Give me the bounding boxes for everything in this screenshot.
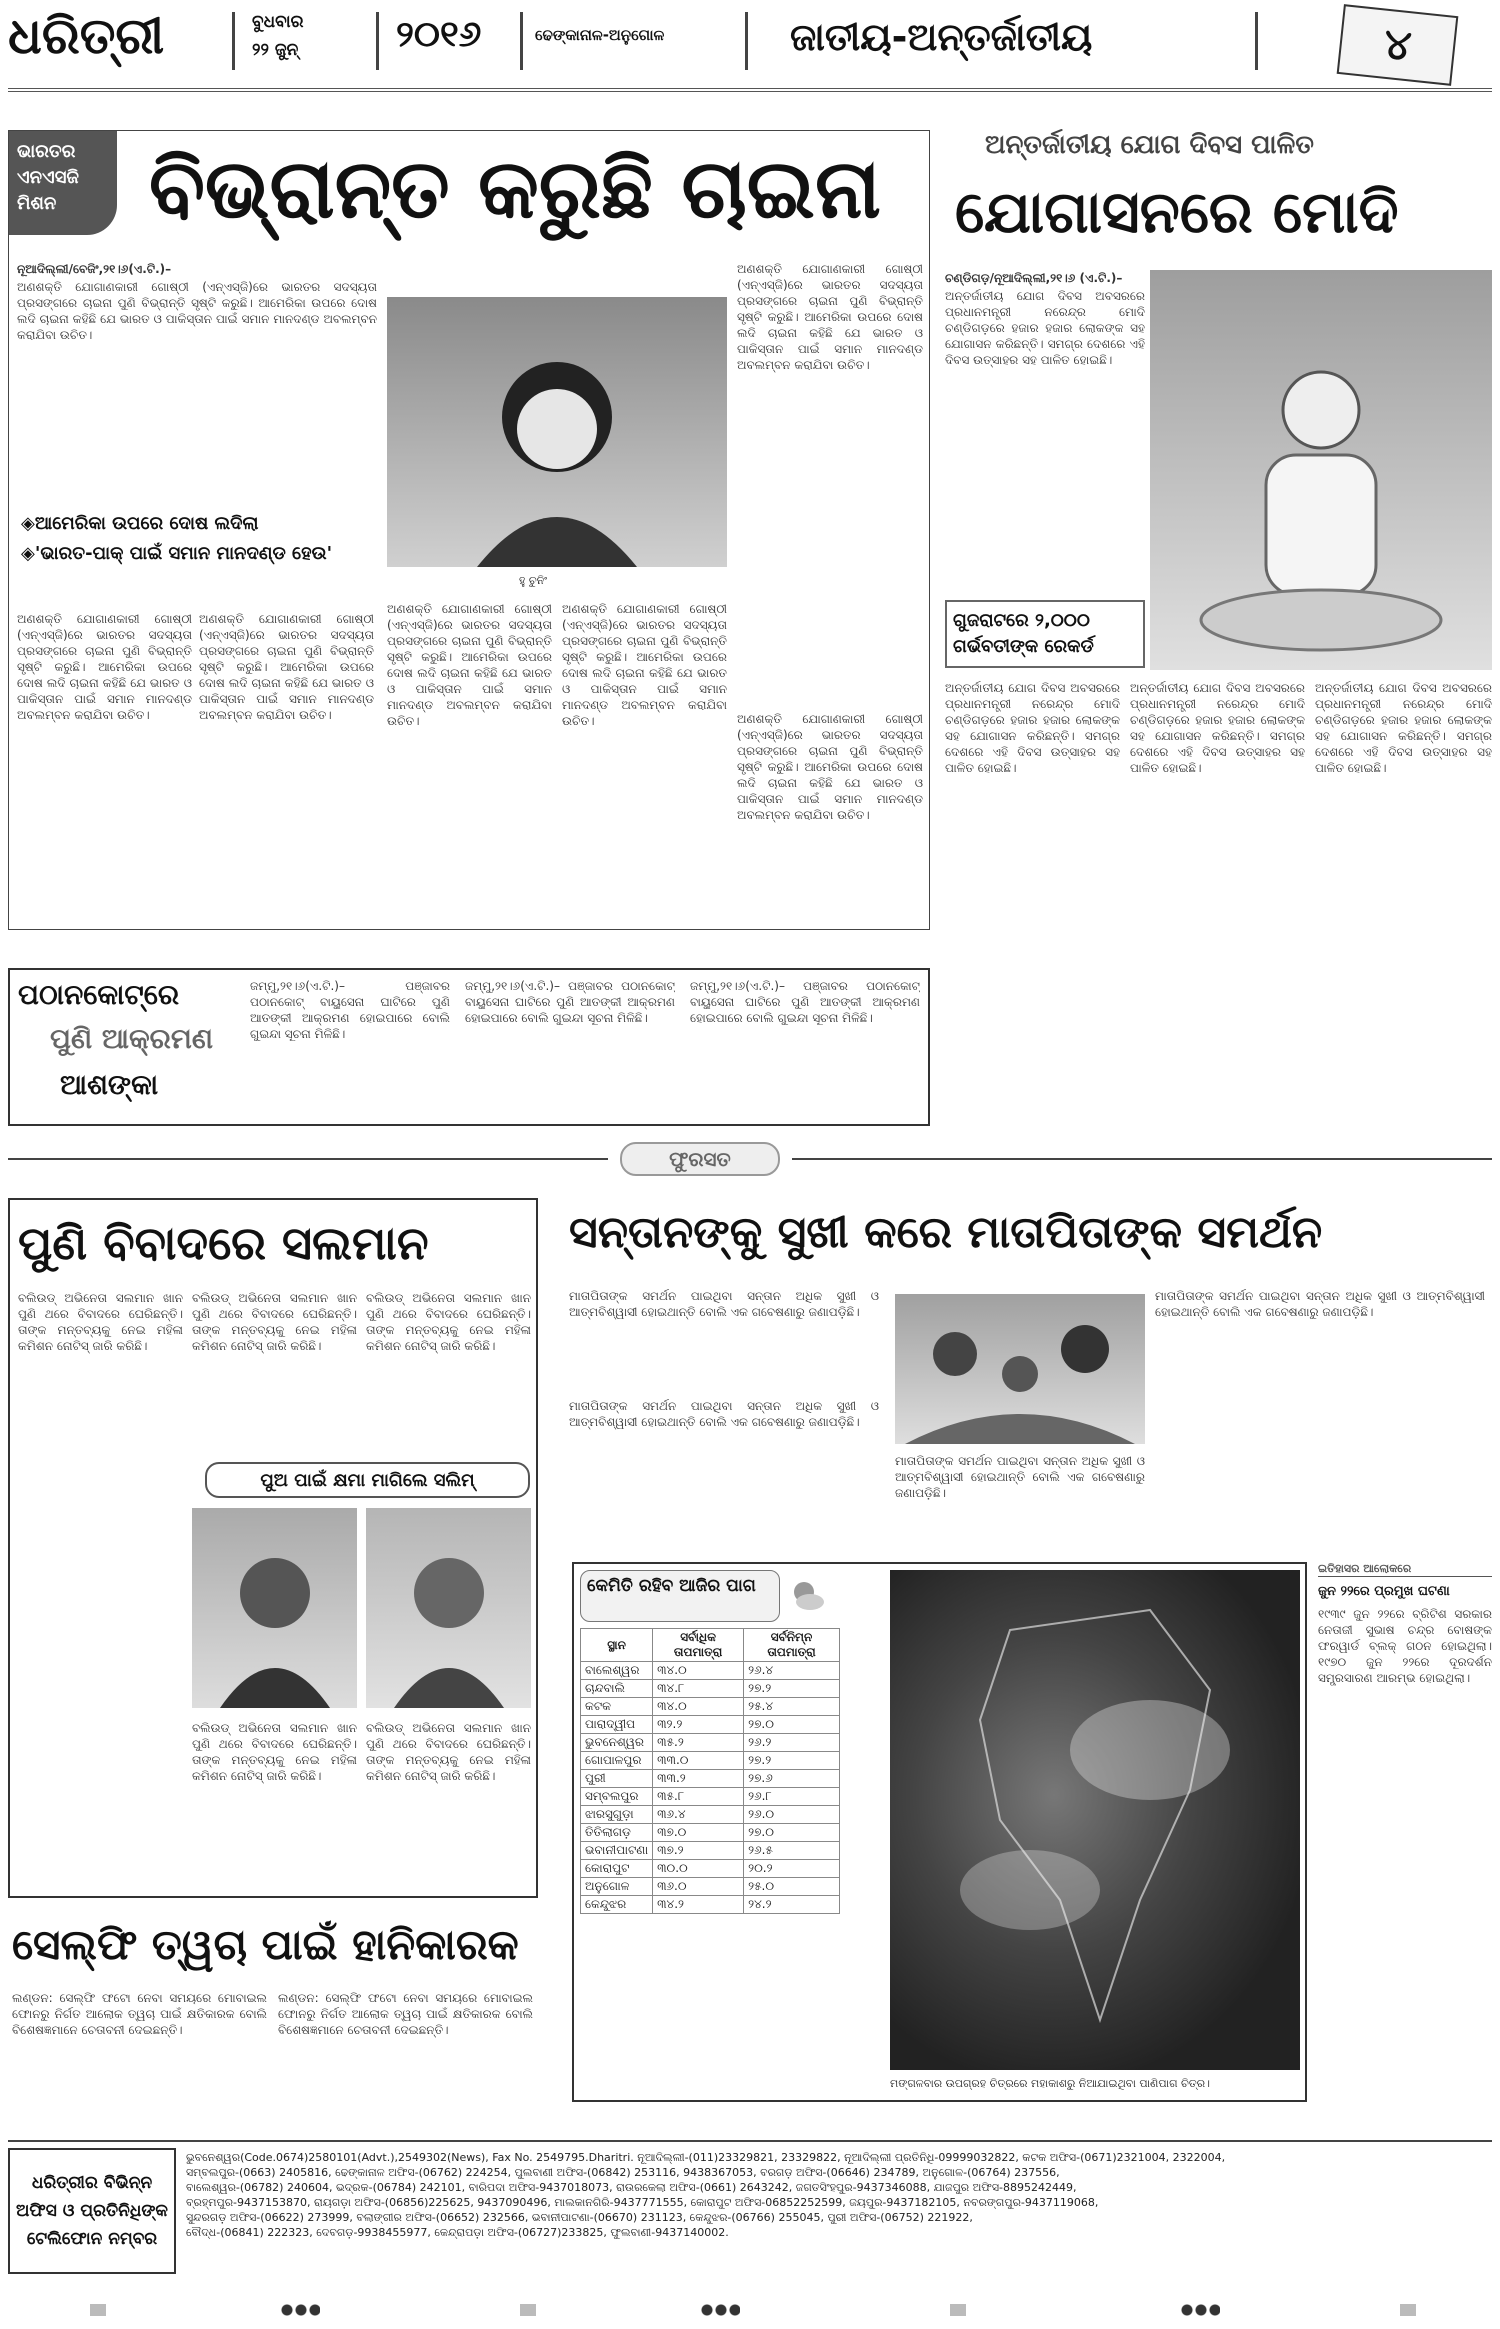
- yoga-headline: ଯୋଗାସନରେ ମୋଦି: [955, 178, 1399, 246]
- yoga-subhead: ଗୁଜରାଟରେ ୨,୦୦୦ ଗର୍ଭବତୀଙ୍କ ରେକର୍ଡ: [953, 610, 1094, 657]
- salman-body-col-1: ବଲିଉଡ୍ ଅଭିନେତା ସଲମାନ ଖାନ ପୁଣି ଥରେ ବିବାଦରେ ଘେରିଛନ୍ତି। ତାଙ୍କ ମନ୍ତବ୍ୟକୁ ନେଇ ମହିଳା କମିଶନ ନୋଟିସ୍ ଜାରି କରିଛି।: [18, 1291, 183, 1353]
- pathankot-body-2: ଜମ୍ମୁ,୨୧।୬(ଏ.ଟି.)– ପଞ୍ଜାବର ପଠାନକୋଟ୍ ବାୟୁସେନା ଘାଟିରେ ପୁଣି ଆତଙ୍କୀ ଆକ୍ରମଣ ହୋଇପାରେ ବୋଲି ଗୁଇନ୍ଦା ସୂଚନା ମିଳିଛି।: [465, 979, 675, 1025]
- weather-max: ୩୩.୦: [653, 1752, 744, 1770]
- weather-place: ତିତିଲାଗଡ଼: [581, 1824, 653, 1842]
- weather-max: ୩୭.୨: [653, 1842, 744, 1860]
- masthead-rule: [8, 86, 1492, 92]
- satellite-map: [890, 1570, 1300, 2070]
- section-divider-left: [8, 1158, 608, 1160]
- nsg-lead: ଅଣଶକ୍ତି ଯୋଗାଣକାରୀ ଗୋଷ୍ଠୀ (ଏନ୍‌ଏସ୍‌ଜି)ରେ ଭାରତର ସଦସ୍ୟତା ପ୍ରସଙ୍ଗରେ ଚାଇନା ପୁଣି ବିଭ୍ରାନ୍ତି ସୃଷ୍ଟି କରୁଛି। ଆମେରିକା ଉପରେ ଦୋଷ ଲଦି ଚାଇନା କହିଛି ଯେ ଭାରତ ଓ ପାକିସ୍ତାନ ପାଇଁ ସମାନ ମାନଦଣ୍ଡ ଅବଲମ୍ବନ କରାଯିବା ଉଚିତ।: [17, 280, 377, 342]
- yoga-dateline: ଚଣ୍ଡିଗଡ଼/ନୂଆଦିଲ୍ଲୀ,୨୧।୬ (ଏ.ଟି.)–: [945, 271, 1123, 285]
- weather-place: ଗୋପାଳପୁର: [581, 1752, 653, 1770]
- weather-min: ୨୬.୨: [744, 1734, 840, 1752]
- salman-body-col-4: ବଲିଉଡ୍ ଅଭିନେତା ସଲମାନ ଖାନ ପୁଣି ଥରେ ବିବାଦରେ ଘେରିଛନ୍ତି। ତାଙ୍କ ମନ୍ତବ୍ୟକୁ ନେଇ ମହିଳା କମିଶନ ନୋଟିସ୍ ଜାରି କରିଛି।: [192, 1721, 357, 1783]
- nsg-bullet-2: ◈'ଭାରତ-ପାକ୍ ପାଇଁ ସମାନ ମାନଦଣ୍ଡ ହେଉ': [21, 543, 333, 564]
- weather-max: ୩୭.୦: [653, 1824, 744, 1842]
- weather-place: ଝାରସୁଗୁଡ଼ା: [581, 1806, 653, 1824]
- weather-max: ୩୪.୦: [653, 1662, 744, 1680]
- footer: [8, 2148, 1492, 2278]
- footer-label: ଧରିତ୍ରୀର ବିଭିନ୍ନ ଅଫିସ ଓ ପ୍ରତିନିଧିଙ୍କ ଟେଲିଫୋନ ନମ୍ବର: [16, 2173, 168, 2249]
- nsg-body-col-2: ଅଣଶକ୍ତି ଯୋଗାଣକାରୀ ଗୋଷ୍ଠୀ (ଏନ୍‌ଏସ୍‌ଜି)ରେ ଭାରତର ସଦସ୍ୟତା ପ୍ରସଙ୍ଗରେ ଚାଇନା ପୁଣି ବିଭ୍ରାନ୍ତି ସୃଷ୍ଟି କରୁଛି। ଆମେରିକା ଉପରେ ଦୋଷ ଲଦି ଚାଇନା କହିଛି ଯେ ଭାରତ ଓ ପାକିସ୍ତାନ ପାଇଁ ସମାନ ମାନଦଣ୍ଡ ଅବଲମ୍ବନ କରାଯିବା ଉଚିତ।: [199, 612, 374, 722]
- weather-max: ୩୪.୨: [653, 1896, 744, 1914]
- parents-story: [555, 1198, 1492, 1558]
- weather-place: ପୁରୀ: [581, 1770, 653, 1788]
- pathankot-body-3: ଜମ୍ମୁ,୨୧।୬(ଏ.ଟି.)– ପଞ୍ଜାବର ପଠାନକୋଟ୍ ବାୟୁସେନା ଘାଟିରେ ପୁଣି ଆତଙ୍କୀ ଆକ୍ରମଣ ହୋଇପାରେ ବୋଲି ଗୁଇନ୍ଦା ସୂଚନା ମିଳିଛି।: [690, 979, 920, 1025]
- weather-row: [581, 1878, 840, 1896]
- weather-place: ଚାନ୍ଦବାଲି: [581, 1680, 653, 1698]
- weather-place: ଅନୁଗୋଳ: [581, 1878, 653, 1896]
- parents-body-4: ମାତାପିତାଙ୍କ ସମର୍ଥନ ପାଇଥିବା ସନ୍ତାନ ଅଧିକ ସୁଖୀ ଓ ଆତ୍ମବିଶ୍ୱାସୀ ହୋଇଥାନ୍ତି ବୋଲି ଏକ ଗବେଷଣାରୁ ଜଣାପଡ଼ିଛି।: [1155, 1289, 1485, 1319]
- sun-cloud-icon: [786, 1574, 826, 1614]
- nsg-body-col-3: ଅଣଶକ୍ତି ଯୋଗାଣକାରୀ ଗୋଷ୍ଠୀ (ଏନ୍‌ଏସ୍‌ଜି)ରେ ଭାରତର ସଦସ୍ୟତା ପ୍ରସଙ୍ଗରେ ଚାଇନା ପୁଣି ବିଭ୍ରାନ୍ତି ସୃଷ୍ଟି କରୁଛି। ଆମେରିକା ଉପରେ ଦୋଷ ଲଦି ଚାଇନା କହିଛି ଯେ ଭାରତ ଓ ପାକିସ୍ତାନ ପାଇଁ ସମାନ ମାନଦଣ୍ଡ ଅବଲମ୍ବନ କରାଯିବା ଉଚିତ।: [387, 602, 552, 728]
- selfie-story: [8, 1910, 538, 2130]
- history-body: ୧୯୩୯ ଜୁନ ୨୨ରେ ବ୍ରିଟିଶ ସରକାର ନେତାଜୀ ସୁଭାଷ ଚନ୍ଦ୍ର ବୋଷଙ୍କ ଫରୱାର୍ଡ ବ୍ଲକ୍ ଗଠନ ହୋଇଥିଲା। ୧୯୭୦ ଜୁନ ୨୨ରେ ଦୂରଦର୍ଶନ ସମ୍ପ୍ରସାରଣ ଆରମ୍ଭ ହୋଇଥିଲା।: [1318, 1607, 1492, 1685]
- selfie-body-2: ଲଣ୍ଡନ: ସେଲ୍‌ଫି ଫଟୋ ନେବା ସମୟରେ ମୋବାଇଲ ଫୋନରୁ ନିର୍ଗତ ଆଲୋକ ତ୍ୱଚା ପାଇଁ କ୍ଷତିକାରକ ବୋଲି ବିଶେଷଜ୍ଞମାନେ ଚେତାବନୀ ଦେଇଛନ୍ତି।: [278, 1991, 533, 2037]
- weather-row: [581, 1734, 840, 1752]
- weather-title-box: [580, 1570, 780, 1622]
- history-title: ଇତିହାସର ଆଲୋକରେ: [1318, 1562, 1492, 1577]
- yoga-kicker: ଅନ୍ତର୍ଜାତୀୟ ଯୋଗ ଦିବସ ପାଳିତ: [985, 130, 1314, 160]
- nsg-body-col-4: ଅଣଶକ୍ତି ଯୋଗାଣକାରୀ ଗୋଷ୍ଠୀ (ଏନ୍‌ଏସ୍‌ଜି)ରେ ଭାରତର ସଦସ୍ୟତା ପ୍ରସଙ୍ଗରେ ଚାଇନା ପୁଣି ବିଭ୍ରାନ୍ତି ସୃଷ୍ଟି କରୁଛି। ଆମେରିକା ଉପରେ ଦୋଷ ଲଦି ଚାଇନା କହିଛି ଯେ ଭାରତ ଓ ପାକିସ୍ତାନ ପାଇଁ ସମାନ ମାନଦଣ୍ଡ ଅବଲମ୍ବନ କରାଯିବା ଉଚିତ।: [562, 602, 727, 728]
- weather-row: [581, 1752, 840, 1770]
- weather-min: ୨୫.୪: [744, 1698, 840, 1716]
- nsg-bullet-1: ◈ଆମେରିକା ଉପରେ ଦୋଷ ଲଦିଲା: [21, 513, 259, 534]
- weather-box: [572, 1562, 1307, 2102]
- pathankot-headline-1: ପଠାନକୋଟ୍‌ରେ: [18, 978, 180, 1011]
- weather-min: ୨୦.୨: [744, 1860, 840, 1878]
- weather-min: ୨୭.୦: [744, 1716, 840, 1734]
- weather-min: ୨୫.୦: [744, 1878, 840, 1896]
- yoga-body-col-1: ଅନ୍ତର୍ଜାତୀୟ ଯୋଗ ଦିବସ ଅବସରରେ ପ୍ରଧାନମନ୍ତ୍ରୀ ନରେନ୍ଦ୍ର ମୋଦି ଚଣ୍ଡିଗଡ଼ରେ ହଜାର ହଜାର ଲୋକଙ୍କ ସହ ଯୋଗାସନ କରିଛନ୍ତି। ସମଗ୍ର ଦେଶରେ ଏହି ଦିବସ ଉତ୍ସାହର ସହ ପାଳିତ ହୋଇଛି।: [945, 289, 1145, 367]
- yoga-photo: [1150, 270, 1492, 670]
- weather-table: [580, 1628, 840, 1914]
- weather-min: ୨୬.୫: [744, 1842, 840, 1860]
- history-box: [1318, 1562, 1492, 2102]
- yoga-body-col-4: ଅନ୍ତର୍ଜାତୀୟ ଯୋଗ ଦିବସ ଅବସରରେ ପ୍ରଧାନମନ୍ତ୍ରୀ ନରେନ୍ଦ୍ର ମୋଦି ଚଣ୍ଡିଗଡ଼ରେ ହଜାର ହଜାର ଲୋକଙ୍କ ସହ ଯୋଗାସନ କରିଛନ୍ତି। ସମଗ୍ର ଦେଶରେ ଏହି ଦିବସ ଉତ୍ସାହର ସହ ପାଳିତ ହୋଇଛି।: [1315, 681, 1492, 775]
- weather-col-place: ସ୍ଥାନ: [581, 1629, 653, 1662]
- salim-photo: [366, 1508, 531, 1708]
- parents-headline: ସନ୍ତାନଙ୍କୁ ସୁଖୀ କରେ ମାତାପିତାଙ୍କ ସମର୍ଥନ: [569, 1207, 1323, 1258]
- salman-body-col-3: ବଲିଉଡ୍ ଅଭିନେତା ସଲମାନ ଖାନ ପୁଣି ଥରେ ବିବାଦରେ ଘେରିଛନ୍ତି। ତାଙ୍କ ମନ୍ତବ୍ୟକୁ ନେଇ ମହିଳା କମିଶନ ନୋଟିସ୍ ଜାରି କରିଛି।: [366, 1291, 531, 1353]
- weather-col-min: ସର୍ବନିମ୍ନ ତାପମାତ୍ରା: [744, 1629, 840, 1662]
- divider: [376, 12, 379, 70]
- pathankot-headline-2: ପୁଣି ଆକ୍ରମଣ: [50, 1022, 213, 1055]
- page-number-tab: [1337, 4, 1459, 86]
- weather-place: ପାରାଦ୍ୱୀପ: [581, 1716, 653, 1734]
- divider: [232, 12, 235, 70]
- weather-place: କଟକ: [581, 1698, 653, 1716]
- weather-row: [581, 1662, 840, 1680]
- selfie-headline: ସେଲ୍‌ଫି ତ୍ୱଚା ପାଇଁ ହାନିକାରକ: [12, 1920, 519, 1969]
- salman-subhead-box: [205, 1462, 530, 1498]
- salman-body-col-2: ବଲିଉଡ୍ ଅଭିନେତା ସଲମାନ ଖାନ ପୁଣି ଥରେ ବିବାଦରେ ଘେରିଛନ୍ତି। ତାଙ୍କ ମନ୍ତବ୍ୟକୁ ନେଇ ମହିଳା କମିଶନ ନୋଟିସ୍ ଜାରି କରିଛି।: [192, 1291, 357, 1353]
- weather-row: [581, 1806, 840, 1824]
- nsg-headline: ବିଭ୍ରାନ୍ତ କରୁଛି ଚାଇନା: [149, 142, 881, 237]
- footer-line-3: ବାଲେଶ୍ୱର-(06782) 240604, ଭଦ୍ରକ-(06784) 242101, ବାରିପଦା ଅଫିସ-9437018073, ରାଉରକେଲା ଅଫିସ-(0661) 2643242, ଜଗତସିଂହପୁର-9437346088, ଯାଜପୁର ଅଫିସ-8895242449,: [186, 2181, 1077, 2194]
- weather-min: ୨୬.୦: [744, 1806, 840, 1824]
- weather-row: [581, 1896, 840, 1914]
- weather-row: [581, 1824, 840, 1842]
- pathankot-story: [8, 968, 930, 1126]
- weather-row: [581, 1680, 840, 1698]
- footer-line-2: ସମ୍ବଲପୁର-(0663) 2405816, ଢେଙ୍କାନାଳ ଅଫିସ-(06762) 224254, ପୁଲବାଣୀ ଅଫିସ-(06842) 253116, 9438367053, ବରଗଡ଼ ଅଫିସ-(06646) 234789, ଅନୁଗୋଳ-(06764) 237556,: [186, 2166, 1060, 2179]
- weather-row: [581, 1788, 840, 1806]
- weather-min: ୨୭.୦: [744, 1824, 840, 1842]
- salman-headline: ପୁଣି ବିବାଦରେ ସଲମାନ: [18, 1216, 429, 1270]
- nsg-dateline: ନୂଆଦିଲ୍ଲୀ/ବେଜିଂ,୨୧।୬(ଏ.ଟି.)–: [17, 262, 172, 276]
- weather-min: ୨୭.୨: [744, 1680, 840, 1698]
- weather-min: ୨୪.୨: [744, 1896, 840, 1914]
- registration-marks: [0, 2300, 1500, 2320]
- section-label-badge: [620, 1142, 780, 1176]
- divider: [1255, 12, 1258, 70]
- history-subtitle: ଜୁନ ୨୨ରେ ପ୍ରମୁଖ ଘଟଣା: [1318, 1584, 1450, 1599]
- weather-min: ୨୭.୬: [744, 1770, 840, 1788]
- weather-place: ଭୁବନେଶ୍ୱର: [581, 1734, 653, 1752]
- weather-min: ୨୬.୪: [744, 1662, 840, 1680]
- weather-row: [581, 1860, 840, 1878]
- masthead-year: ୨୦୧୬: [396, 14, 482, 55]
- family-photo: [895, 1294, 1145, 1444]
- weather-max: ୩୫.୮: [653, 1788, 744, 1806]
- india-map-icon: [890, 1570, 1300, 2070]
- nsg-column-right: ଅଣଶକ୍ତି ଯୋଗାଣକାରୀ ଗୋଷ୍ଠୀ (ଏନ୍‌ଏସ୍‌ଜି)ରେ ଭାରତର ସଦସ୍ୟତା ପ୍ରସଙ୍ଗରେ ଚାଇନା ପୁଣି ବିଭ୍ରାନ୍ତି ସୃଷ୍ଟି କରୁଛି। ଆମେରିକା ଉପରେ ଦୋଷ ଲଦି ଚାଇନା କହିଛି ଯେ ଭାରତ ଓ ପାକିସ୍ତାନ ପାଇଁ ସମାନ ମାନଦଣ୍ଡ ଅବଲମ୍ବନ କରାଯିବା ଉଚିତ।: [737, 262, 923, 372]
- weather-row: [581, 1698, 840, 1716]
- masthead-day: ବୁଧବାର: [252, 12, 304, 32]
- nsg-story: [8, 130, 930, 930]
- salman-photo: [192, 1508, 357, 1708]
- footer-label-box: [8, 2148, 176, 2274]
- weather-row: [581, 1842, 840, 1860]
- kicker-badge: [9, 131, 117, 235]
- weather-max: ୩୬.୪: [653, 1806, 744, 1824]
- pathankot-body-1: ଜମ୍ମୁ,୨୧।୬(ଏ.ଟି.)– ପଞ୍ଜାବର ପଠାନକୋଟ୍ ବାୟୁସେନା ଘାଟିରେ ପୁଣି ଆତଙ୍କୀ ଆକ୍ରମଣ ହୋଇପାରେ ବୋଲି ଗୁଇନ୍ଦା ସୂଚନା ମିଳିଛି।: [250, 979, 450, 1041]
- section-label: ଫୁରସତ: [669, 1147, 731, 1171]
- weather-max: ୩୨.୨: [653, 1716, 744, 1734]
- weather-max: ୩୬.୦: [653, 1878, 744, 1896]
- section-title: ଜାତୀୟ-ଅନ୍ତର୍ଜାତୀୟ: [790, 15, 1093, 59]
- footer-line-6: ବୌଦ୍ଧ-(06841) 222323, ଦେବଗଡ଼-9938455977, କେନ୍ଦ୍ରାପଡ଼ା ଅଫିସ-(06727)233825, ଫୁଲବାଣୀ-9437140002.: [186, 2226, 729, 2239]
- salman-body-col-5: ବଲିଉଡ୍ ଅଭିନେତା ସଲମାନ ଖାନ ପୁଣି ଥରେ ବିବାଦରେ ଘେରିଛନ୍ତି। ତାଙ୍କ ମନ୍ତବ୍ୟକୁ ନେଇ ମହିଳା କମିଶନ ନୋଟିସ୍ ଜାରି କରିଛି।: [366, 1721, 531, 1783]
- section-divider-right: [792, 1158, 1492, 1160]
- masthead: [0, 0, 1500, 98]
- weather-max: ୩୪.୦: [653, 1698, 744, 1716]
- weather-place: ସମ୍ବଲପୁର: [581, 1788, 653, 1806]
- weather-row: [581, 1716, 840, 1734]
- newspaper-logo: ଧରିତ୍ରୀ: [8, 7, 165, 65]
- divider: [520, 12, 523, 70]
- nsg-body-col-1: ଅଣଶକ୍ତି ଯୋଗାଣକାରୀ ଗୋଷ୍ଠୀ (ଏନ୍‌ଏସ୍‌ଜି)ରେ ଭାରତର ସଦସ୍ୟତା ପ୍ରସଙ୍ଗରେ ଚାଇନା ପୁଣି ବିଭ୍ରାନ୍ତି ସୃଷ୍ଟି କରୁଛି। ଆମେରିକା ଉପରେ ଦୋଷ ଲଦି ଚାଇନା କହିଛି ଯେ ଭାରତ ଓ ପାକିସ୍ତାନ ପାଇଁ ସମାନ ମାନଦଣ୍ଡ ଅବଲମ୍ବନ କରାଯିବା ଉଚିତ।: [17, 612, 192, 722]
- weather-place: ଭବାନୀପାଟଣା: [581, 1842, 653, 1860]
- footer-line-1: ଭୁବନେଶ୍ୱର(Code.0674)2580101(Advt.),2549302(News), Fax No. 2549795.Dharitri. ନୂଆଦିଲ୍ଲୀ-(011)23329821, 23329822, ନୂଆଦିଲ୍ଲୀ ପ୍ରତିନିଧି-09999032822, କଟକ ଅଫିସ-(0671)2321004, 2322004,: [186, 2151, 1226, 2164]
- family-icon: [905, 1304, 1135, 1444]
- weather-row: [581, 1770, 840, 1788]
- photo-caption: ହୁ ଚୁନିଂ: [519, 574, 548, 587]
- footer-top-rule: [8, 2140, 1492, 2142]
- divider: [745, 12, 748, 70]
- salman-story: [8, 1198, 538, 1898]
- weather-min: ୨୬.୮: [744, 1788, 840, 1806]
- spokesperson-photo: [387, 297, 727, 567]
- weather-max: ୩୪.୮: [653, 1680, 744, 1698]
- weather-col-max: ସର୍ବାଧିକ ତାପମାତ୍ରା: [653, 1629, 744, 1662]
- footer-line-4: ବ୍ରହ୍ମପୁର-9437153870, ରାୟଗଡ଼ା ଅଫିସ-(06856)225625, 9437090496, ମାଲକାନଗିରି-9437771555, କୋରାପୁଟ ଅଫିସ-06852252599, ଜୟପୁର-9437182105, ନବରଙ୍ଗପୁର-9437119068,: [186, 2196, 1099, 2209]
- footer-line-5: ସୁନ୍ଦରଗଡ଼ ଅଫିସ-(06622) 273999, ବଲାଙ୍ଗୀର ଅଫିସ-(06652) 232566, ଭବାନୀପାଟଣା-(06670) 231123, କେନ୍ଦୁଝର-(06766) 255045, ପୁରୀ ଅଫିସ-(06752) 221922,: [186, 2211, 973, 2224]
- footer-contacts: [186, 2150, 1486, 2240]
- nsg-kicker: ଭାରତର ଏନଏସଜି ମିଶନ: [17, 141, 79, 214]
- parents-body-3: ମାତାପିତାଙ୍କ ସମର୍ଥନ ପାଇଥିବା ସନ୍ତାନ ଅଧିକ ସୁଖୀ ଓ ଆତ୍ମବିଶ୍ୱାସୀ ହୋଇଥାନ୍ତି ବୋଲି ଏକ ଗବେଷଣାରୁ ଜଣାପଡ଼ିଛି।: [895, 1454, 1145, 1500]
- weather-map-caption: ମଙ୍ଗଳବାର ଉପଗ୍ରହ ଚିତ୍ରରେ ମହାକାଶରୁ ନିଆଯାଇଥିବା ପାଣିପାଗ ଚିତ୍ର।: [890, 2077, 1211, 2090]
- selfie-body-1: ଲଣ୍ଡନ: ସେଲ୍‌ଫି ଫଟୋ ନେବା ସମୟରେ ମୋବାଇଲ ଫୋନରୁ ନିର୍ଗତ ଆଲୋକ ତ୍ୱଚା ପାଇଁ କ୍ଷତିକାରକ ବୋଲି ବିଶେଷଜ୍ଞମାନେ ଚେତାବନୀ ଦେଇଛନ୍ତି।: [12, 1991, 267, 2037]
- weather-max: ୩୦.୦: [653, 1860, 744, 1878]
- person-silhouette-icon: [215, 1538, 335, 1708]
- weather-title: କେମିତି ରହିବ ଆଜିର ପାଗ: [587, 1576, 756, 1596]
- pathankot-headline-3: ଆଶଙ୍କା: [60, 1068, 159, 1101]
- person-silhouette-icon: [389, 1538, 509, 1708]
- weather-place: କୋରାପୁଟ: [581, 1860, 653, 1878]
- weather-max: ୩୫.୨: [653, 1734, 744, 1752]
- parents-body-1: ମାତାପିତାଙ୍କ ସମର୍ଥନ ପାଇଥିବା ସନ୍ତାନ ଅଧିକ ସୁଖୀ ଓ ଆତ୍ମବିଶ୍ୱାସୀ ହୋଇଥାନ୍ତି ବୋଲି ଏକ ଗବେଷଣାରୁ ଜଣାପଡ଼ିଛି।: [569, 1289, 879, 1319]
- weather-min: ୨୭.୨: [744, 1752, 840, 1770]
- yoga-story: [945, 130, 1492, 1130]
- masthead-edition: ଢେଙ୍କାନାଳ-ଅନୁଗୋଳ: [535, 26, 665, 44]
- weather-place: ବାଲେଶ୍ୱର: [581, 1662, 653, 1680]
- yoga-pose-icon: [1171, 330, 1471, 670]
- parents-body-2: ମାତାପିତାଙ୍କ ସମର୍ଥନ ପାଇଥିବା ସନ୍ତାନ ଅଧିକ ସୁଖୀ ଓ ଆତ୍ମବିଶ୍ୱାସୀ ହୋଇଥାନ୍ତି ବୋଲି ଏକ ଗବେଷଣାରୁ ଜଣାପଡ଼ିଛି।: [569, 1399, 879, 1429]
- page-number: ୪: [1381, 18, 1414, 71]
- yoga-body-col-2: ଅନ୍ତର୍ଜାତୀୟ ଯୋଗ ଦିବସ ଅବସରରେ ପ୍ରଧାନମନ୍ତ୍ରୀ ନରେନ୍ଦ୍ର ମୋଦି ଚଣ୍ଡିଗଡ଼ରେ ହଜାର ହଜାର ଲୋକଙ୍କ ସହ ଯୋଗାସନ କରିଛନ୍ତି। ସମଗ୍ର ଦେଶରେ ଏହି ଦିବସ ଉତ୍ସାହର ସହ ପାଳିତ ହୋଇଛି।: [945, 681, 1120, 775]
- person-silhouette-icon: [457, 337, 657, 567]
- weather-place: କେନ୍ଦୁଝର: [581, 1896, 653, 1914]
- yoga-body-col-3: ଅନ୍ତର୍ଜାତୀୟ ଯୋଗ ଦିବସ ଅବସରରେ ପ୍ରଧାନମନ୍ତ୍ରୀ ନରେନ୍ଦ୍ର ମୋଦି ଚଣ୍ଡିଗଡ଼ରେ ହଜାର ହଜାର ଲୋକଙ୍କ ସହ ଯୋଗାସନ କରିଛନ୍ତି। ସମଗ୍ର ଦେଶରେ ଏହି ଦିବସ ଉତ୍ସାହର ସହ ପାଳିତ ହୋଇଛି।: [1130, 681, 1305, 775]
- masthead-date: ୨୨ ଜୁନ୍: [252, 40, 299, 60]
- yoga-subhead-box: [945, 600, 1145, 668]
- salman-subhead: ପୁଅ ପାଇଁ କ୍ଷମା ମାଗିଲେ ସଲିମ୍: [260, 1469, 475, 1491]
- weather-max: ୩୩.୨: [653, 1770, 744, 1788]
- nsg-body-col-5: ଅଣଶକ୍ତି ଯୋଗାଣକାରୀ ଗୋଷ୍ଠୀ (ଏନ୍‌ଏସ୍‌ଜି)ରେ ଭାରତର ସଦସ୍ୟତା ପ୍ରସଙ୍ଗରେ ଚାଇନା ପୁଣି ବିଭ୍ରାନ୍ତି ସୃଷ୍ଟି କରୁଛି। ଆମେରିକା ଉପରେ ଦୋଷ ଲଦି ଚାଇନା କହିଛି ଯେ ଭାରତ ଓ ପାକିସ୍ତାନ ପାଇଁ ସମାନ ମାନଦଣ୍ଡ ଅବଲମ୍ବନ କରାଯିବା ଉଚିତ।: [737, 712, 923, 822]
